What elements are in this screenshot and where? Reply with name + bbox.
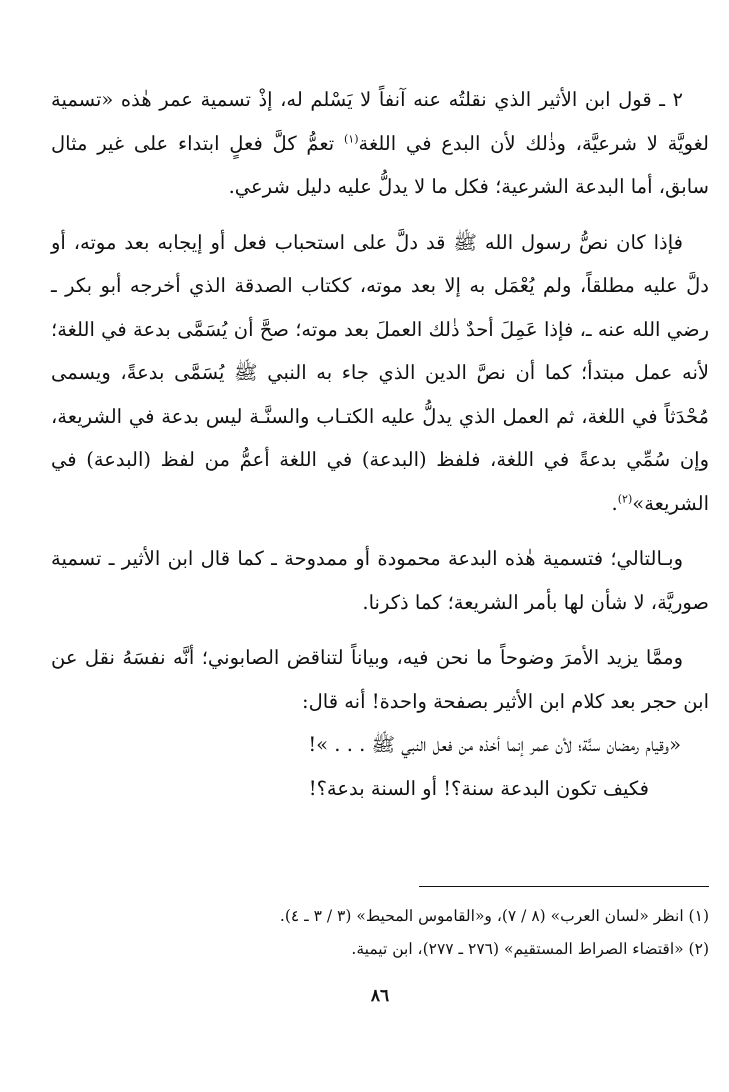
footnote-2: (٢) «اقتضاء الصراط المستقيم» (٢٧٦ ـ ٢٧٧)، ابن تيمية.: [351, 940, 709, 958]
rhetorical-question: فكيف تكون البدعة سنة؟! أو السنة بدعة؟!: [308, 776, 649, 800]
footnotes: [51, 900, 709, 966]
paragraph-3: وبـالتالي؛ فتسمية هٰذه البدعة محمودة أو ممدوحة ـ كما قال ابن الأثير ـ تسمية صوريَّة، لا شأن لها بأمر الشريعة؛ كما ذكرنا.: [51, 547, 709, 614]
footnote-ref-2: (٢): [617, 492, 633, 505]
quotation: «وقيام رمضان سنَّة؛ لأن عمر إنما أخذه من فعل النبي ﷺ . . . »!: [308, 733, 681, 756]
footnote-1: (١) انظر «لسان العرب» (٨ / ٧)، و«القاموس المحيط» (٣ / ٣ ـ ٤).: [279, 907, 709, 925]
paragraph-2: [51, 221, 709, 526]
document-page: [51, 78, 709, 1058]
paragraph-1-rest: تعمُّ كلَّ فعلٍ ابتداء على غير مثال سابق، أما البدعة الشرعية؛ فكل ما لا يدلُّ عليه دليل شرعي.: [51, 131, 709, 198]
paragraph-1: [51, 78, 709, 209]
paragraph-2-end: .: [611, 491, 618, 515]
paragraph-4: وممَّا يزيد الأمرَ وضوحاً ما نحن فيه، وبياناً لتناقض الصابوني؛ أنَّه نفسَهُ نقل عن ابن حجر بعد كلام ابن الأثير بصفحة واحدة! أنه قال:: [51, 646, 709, 713]
paragraph-2-text: فإذا كان نصُّ رسول الله ﷺ قد دلَّ على استحباب فعل أو إيجابه بعد موته، أو دلَّ عليه مطلقاً، ولم يُعْمَل به إلا بعد موته، ككتاب الصدقة الذي أخرجه أبو بكر ـ رضي الله عنه ـ، فإذا عَمِلَ أحدٌ ذٰلك العملَ بعد موته؛ صحَّ أن يُسَمَّى بدعة في اللغة؛ لأنه عمل مبتدأ؛ كما أن نصَّ الدين الذي جاء به النبي ﷺ يُسَمَّى بدعةً، ويسمى مُحْدَثاً في اللغة، ثم العمل الذي يدلُّ عليه الكتـاب والسنَّـة ليس بدعة في الشريعة، وإن سُمِّي بدعةً في اللغة، فلفظ (البدعة) في اللغة أعمُّ من لفظ (البدعة) في الشريعة»: [51, 230, 709, 515]
paragraph-1-text: ٢ ـ قول ابن الأثير الذي نقلتُه عنه آنفاً لا يَسْلم له، إذْ تسمية عمر هٰذه «تسمية لغويَّة لا شرعيَّة، وذٰلك لأن البدع في اللغة: [51, 88, 709, 155]
footnote-ref-1: (١): [343, 132, 359, 145]
footnote-divider: [419, 886, 709, 887]
page-number: ٨٦: [370, 986, 390, 1006]
